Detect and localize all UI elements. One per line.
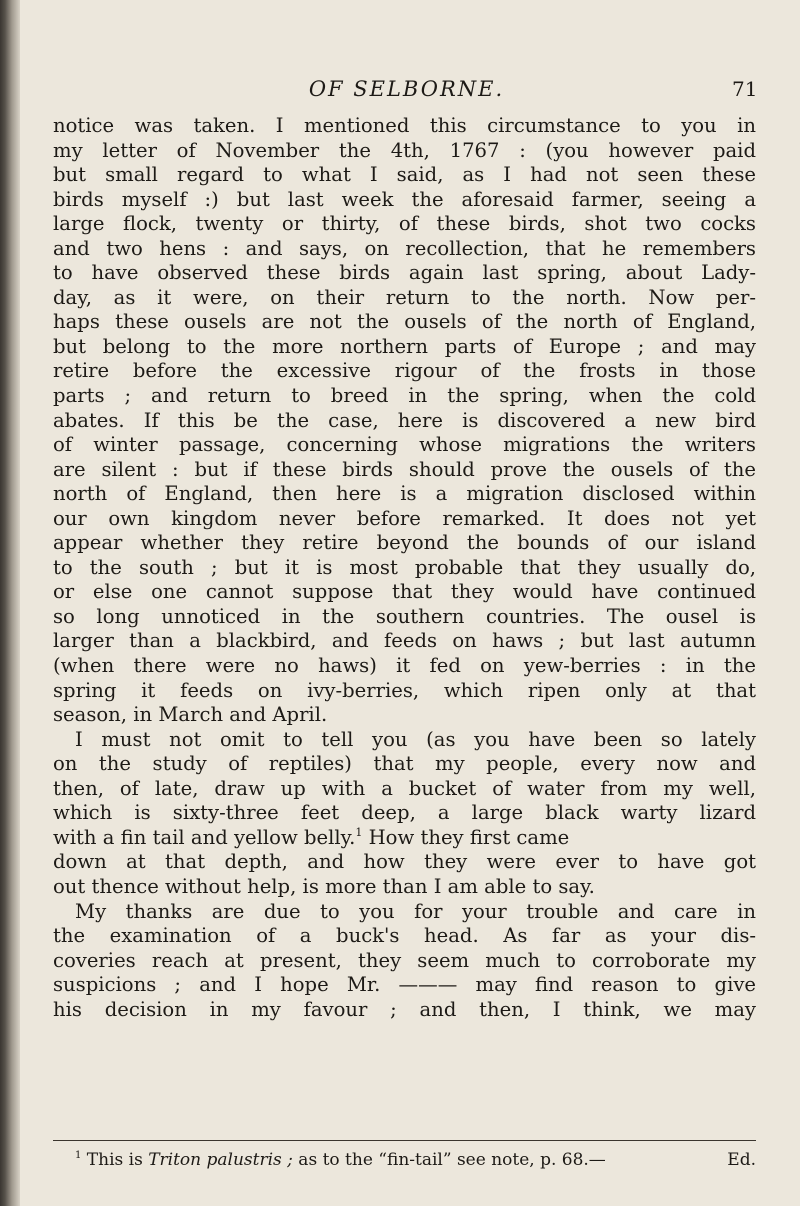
footnote-editor: Ed. [727, 1150, 756, 1170]
text-line: or else one cannot suppose that they would have continued [53, 580, 756, 604]
text-line: large flock, twenty or thirty, of these birds, shot two cocks [53, 212, 756, 236]
text-line: suspicions ; and I hope Mr. ——— may find reason to give [53, 973, 756, 997]
text-line: of winter passage, concerning whose migrations the writers [53, 433, 756, 457]
line-end: How they first came [362, 825, 570, 849]
text-line: I must not omit to tell you (as you have been so lately [75, 727, 756, 751]
text-line: so long unnoticed in the southern countries. The ousel is [53, 604, 756, 628]
footnote [53, 1149, 756, 1171]
body-text [53, 114, 756, 1022]
text-line: coveries reach at present, they seem much to corroborate my [53, 948, 756, 972]
text-line: season, in March and April. [53, 703, 328, 727]
text-line: retire before the excessive rigour of the frosts in those [53, 359, 756, 383]
text-line: spring it feeds on ivy-berries, which ripen only at that [53, 678, 756, 702]
text-line: my letter of November the 4th, 1767 : (you however paid [53, 138, 756, 162]
footnote-rule [53, 1140, 756, 1141]
text-line: which is sixty-three feet deep, a large black warty lizard [53, 801, 756, 825]
text-line: and two hens : and says, on recollection, that he remembers [53, 236, 756, 260]
text-line: birds myself :) but last week the aforesaid farmer, seeing a [53, 187, 756, 211]
text-line: abates. If this be the case, here is discovered a new bird [53, 408, 756, 432]
text-line: to have observed these birds again last spring, about Lady- [53, 261, 756, 285]
line-start: with a fin tail and yellow belly. [53, 825, 356, 849]
text-line: out thence without help, is more than I am able to say. [53, 874, 595, 898]
text-line: but belong to the more northern parts of Europe ; and may [53, 334, 756, 358]
text-line: then, of late, draw up with a bucket of water from my well, [53, 776, 756, 800]
footnote-prefix: This is [86, 1150, 149, 1170]
text-line: down at that depth, and how they were ever to have got [53, 850, 756, 874]
text-line: on the study of reptiles) that my people, every now and [53, 752, 756, 776]
text-line: the examination of a buck's head. As far as your dis- [53, 924, 756, 948]
text-line: his decision in my favour ; and then, I think, we may [53, 997, 756, 1021]
text-line: are silent : but if these birds should prove the ousels of the [53, 457, 756, 481]
running-head-title: OF SELBORNE. [308, 77, 505, 101]
text-line: but small regard to what I said, as I had not seen these [53, 163, 756, 187]
text-line-with-footnote [53, 826, 756, 851]
footnote-suffix: as to the “fin-tail” see note, p. 68.— [292, 1150, 606, 1170]
text-line: haps these ousels are not the ousels of the north of England, [53, 310, 756, 334]
text-line: My thanks are due to you for your trouble and care in [75, 899, 756, 923]
text-line: parts ; and return to breed in the spring, when the cold [53, 384, 756, 408]
binding-edge [0, 0, 20, 1206]
footnote-species: Triton palustris ; [148, 1150, 293, 1170]
text-line: to the south ; but it is most probable that they usually do, [53, 555, 756, 579]
text-line: larger than a blackbird, and feeds on haws ; but last autumn [53, 629, 756, 653]
book-page [40, 0, 800, 1206]
text-line: appear whether they retire beyond the bounds of our island [53, 531, 756, 555]
text-line: notice was taken. I mentioned this circumstance to you in [53, 114, 756, 137]
page-number: 71 [732, 77, 758, 101]
text-line: our own kingdom never before remarked. It does not yet [53, 506, 756, 530]
footnote-mark: 1 [75, 1150, 82, 1161]
text-line: (when there were no haws) it fed on yew-berries : in the [53, 654, 756, 678]
text-line: day, as it were, on their return to the north. Now per- [53, 285, 756, 309]
footnote-reference: 1 [355, 825, 363, 839]
running-head [40, 77, 800, 107]
text-line: north of England, then here is a migration disclosed within [53, 482, 756, 506]
